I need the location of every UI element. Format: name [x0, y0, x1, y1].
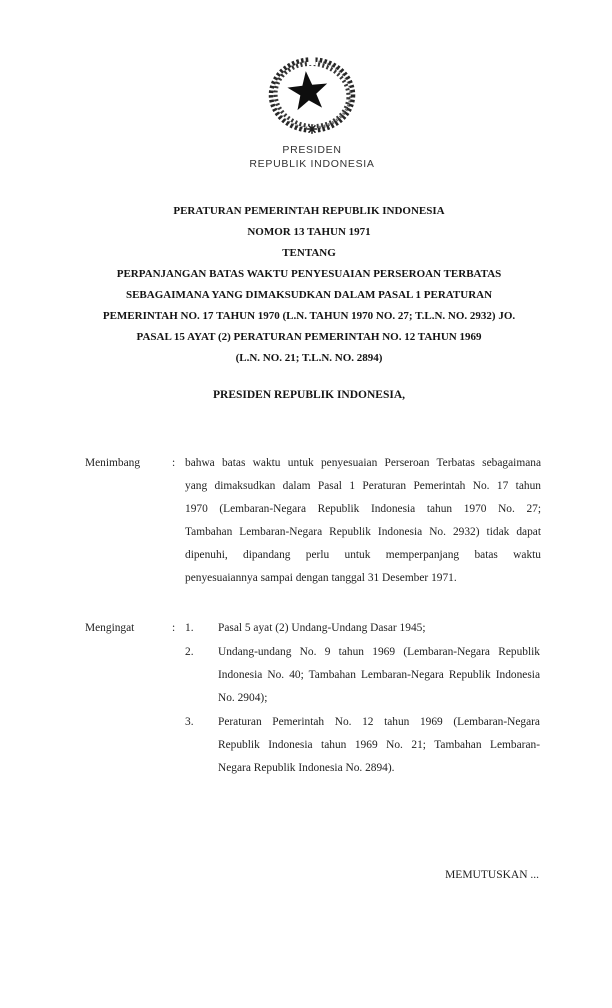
- menimbang-line: bahwa batas waktu untuk penyesuaian Perseroan Terbatas sebagaimana: [185, 457, 541, 469]
- mengingat-item-line: No. 2904);: [218, 692, 268, 704]
- mengingat-item-line: Negara Republik Indonesia No. 2894).: [218, 762, 395, 774]
- title-line-8: (L.N. NO. 21; T.L.N. NO. 2894): [235, 352, 383, 364]
- star-wreath-icon: [267, 55, 357, 135]
- menimbang-line: Tambahan Lembaran-Negara Republik Indonesia No. 2932) tidak dapat: [185, 526, 541, 538]
- menimbang-line: penyesuaiannya sampai dengan tanggal 31 Desember 1971.: [185, 572, 457, 584]
- letterhead-republik-indonesia: REPUBLIK INDONESIA: [249, 158, 375, 170]
- mengingat-item-line: Indonesia No. 40; Tambahan Lembaran-Negara Republik Indonesia: [218, 669, 540, 681]
- mengingat-item-line: Republik Indonesia tahun 1969 No. 21; Tambahan Lembaran-: [218, 739, 540, 751]
- mengingat-item-2-number: 2.: [185, 646, 194, 658]
- title-line-2: NOMOR 13 TAHUN 1971: [247, 226, 371, 238]
- mengingat-colon: :: [172, 622, 176, 634]
- mengingat-item-2: [218, 641, 540, 710]
- mengingat-item-line: Undang-undang No. 9 tahun 1969 (Lembaran-Negara Republik: [218, 646, 540, 658]
- title-line-1: PERATURAN PEMERINTAH REPUBLIK INDONESIA: [173, 205, 445, 217]
- title-line-7: PASAL 15 AYAT (2) PERATURAN PEMERINTAH NO. 12 TAHUN 1969: [136, 331, 482, 343]
- mengingat-item-3: [218, 711, 540, 780]
- mengingat-item-line: Pasal 5 ayat (2) Undang-Undang Dasar 1945;: [218, 622, 426, 634]
- mengingat-item-1: [218, 617, 540, 640]
- mengingat-item-line: Peraturan Pemerintah No. 12 tahun 1969 (Lembaran-Negara: [218, 716, 540, 728]
- presidential-emblem: [267, 55, 357, 135]
- menimbang-label: Menimbang: [85, 457, 141, 469]
- title-line-6: PEMERINTAH NO. 17 TAHUN 1970 (L.N. TAHUN 1970 NO. 27; T.L.N. NO. 2932) JO.: [102, 310, 516, 322]
- menimbang-colon: :: [172, 457, 176, 469]
- title-line-5: SEBAGAIMANA YANG DIMAKSUDKAN DALAM PASAL 1 PERATURAN: [125, 289, 493, 301]
- letterhead-presiden: PRESIDEN: [282, 144, 342, 156]
- menimbang-line: 1970 (Lembaran-Negara Republik Indonesia tahun 1970 No. 27;: [185, 503, 541, 515]
- menimbang-line: dipenuhi, dipandang perlu untuk memperpanjang batas waktu: [185, 549, 541, 561]
- mengingat-item-3-number: 3.: [185, 716, 194, 728]
- menimbang-paragraph: [185, 452, 541, 590]
- menimbang-line: yang dimaksudkan dalam Pasal 1 Peraturan Pemerintah No. 17 tahun: [185, 480, 541, 492]
- mengingat-item-1-number: 1.: [185, 622, 194, 634]
- mengingat-label: Mengingat: [85, 622, 135, 634]
- title-line-3: TENTANG: [282, 247, 336, 259]
- title-line-4: PERPANJANGAN BATAS WAKTU PENYESUAIAN PERSEROAN TERBATAS: [116, 268, 502, 280]
- memutuskan-continuation: MEMUTUSKAN ...: [445, 869, 539, 881]
- document-title: [6, 201, 612, 369]
- salutation: PRESIDEN REPUBLIK INDONESIA,: [212, 389, 406, 401]
